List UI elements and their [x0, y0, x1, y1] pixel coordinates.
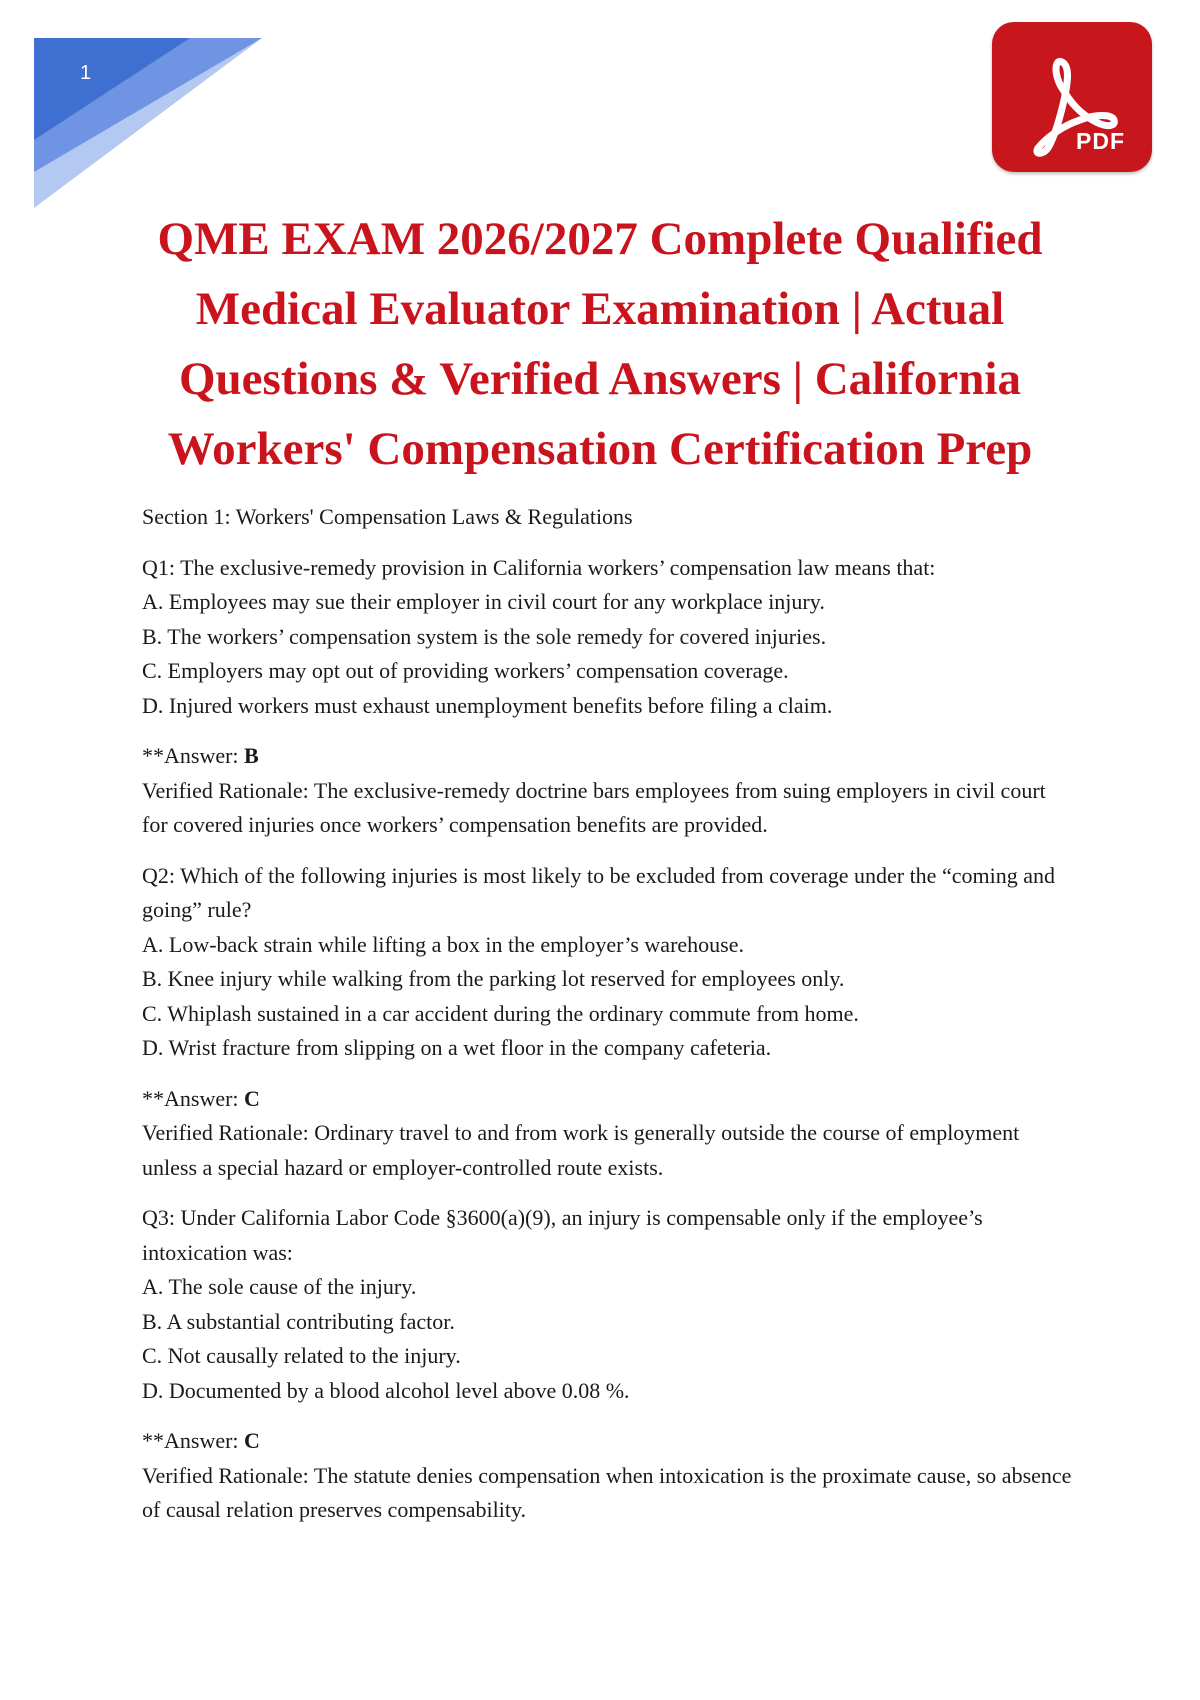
question-text: Q2: Which of the following injuries is most likely to be excluded from coverage under the “coming and going” rule? [142, 862, 1055, 922]
pdf-icon [992, 22, 1152, 172]
answer-letter: C [244, 1085, 260, 1111]
rationale-text: Verified Rationale: The exclusive-remedy doctrine bars employees from suing employers in civil court for covered injuries once workers’ compensation benefits are provided. [142, 777, 1046, 837]
question-text: Q1: The exclusive-remedy provision in California workers’ compensation law means that: [142, 554, 936, 580]
answer-label: **Answer: [142, 1428, 245, 1453]
option-a: A. Employees may sue their employer in civil court for any workplace injury. [142, 589, 825, 614]
document-body [142, 500, 1072, 1544]
option-c: C. Whiplash sustained in a car accident during the ordinary commute from home. [142, 1000, 859, 1026]
question-block-1 [142, 551, 1072, 724]
corner-decoration [0, 0, 300, 230]
answer-block-2 [142, 1082, 1072, 1186]
option-b: B. The workers’ compensation system is the sole remedy for covered injuries. [142, 623, 827, 649]
option-c: C. Not causally related to the injury. [142, 1343, 461, 1368]
page-number: 1 [80, 62, 92, 84]
answer-line [142, 739, 1072, 774]
rationale-text: Verified Rationale: The statute denies compensation when intoxication is the proximate cause, so absence of causal relation preserves compensability. [142, 1462, 1072, 1522]
answer-line [142, 1424, 1072, 1459]
rationale-text: Verified Rationale: Ordinary travel to and from work is generally outside the course of employment unless a special hazard or employer-controlled route exists. [142, 1120, 1020, 1180]
option-d: D. Documented by a blood alcohol level above 0.08 %. [142, 1377, 630, 1403]
answer-line [142, 1082, 1072, 1117]
question-text: Q3: Under California Labor Code §3600(a)(9), an injury is compensable only if the employee’s intoxication was: [142, 1205, 983, 1265]
answer-block-3 [142, 1424, 1072, 1528]
answer-block-1 [142, 739, 1072, 843]
section-heading: Section 1: Workers' Compensation Laws & Regulations [142, 504, 633, 529]
option-b: B. Knee injury while walking from the parking lot reserved for employees only. [142, 966, 845, 991]
answer-letter: C [244, 1428, 260, 1453]
document-title: QME EXAM 2026/2027 Complete Qualified Medical Evaluator Examination | Actual Questions & Verified Answers | California Workers' Compensation Certification Prep [157, 213, 1043, 475]
option-d: D. Wrist fracture from slipping on a wet floor in the company cafeteria. [142, 1035, 772, 1060]
question-block-3 [142, 1201, 1072, 1408]
answer-label: **Answer: [142, 743, 245, 768]
option-d: D. Injured workers must exhaust unemployment benefits before filing a claim. [142, 692, 833, 718]
acrobat-swirl-icon [992, 22, 1152, 172]
pdf-label: PDF [1076, 128, 1125, 154]
option-c: C. Employers may opt out of providing workers’ compensation coverage. [142, 658, 789, 683]
answer-letter: B [244, 743, 259, 768]
option-b: B. A substantial contributing factor. [142, 1308, 455, 1334]
option-a: A. The sole cause of the injury. [142, 1274, 417, 1299]
answer-label: **Answer: [142, 1085, 245, 1111]
question-block-2 [142, 859, 1072, 1066]
option-a: A. Low-back strain while lifting a box in the employer’s warehouse. [142, 931, 744, 957]
